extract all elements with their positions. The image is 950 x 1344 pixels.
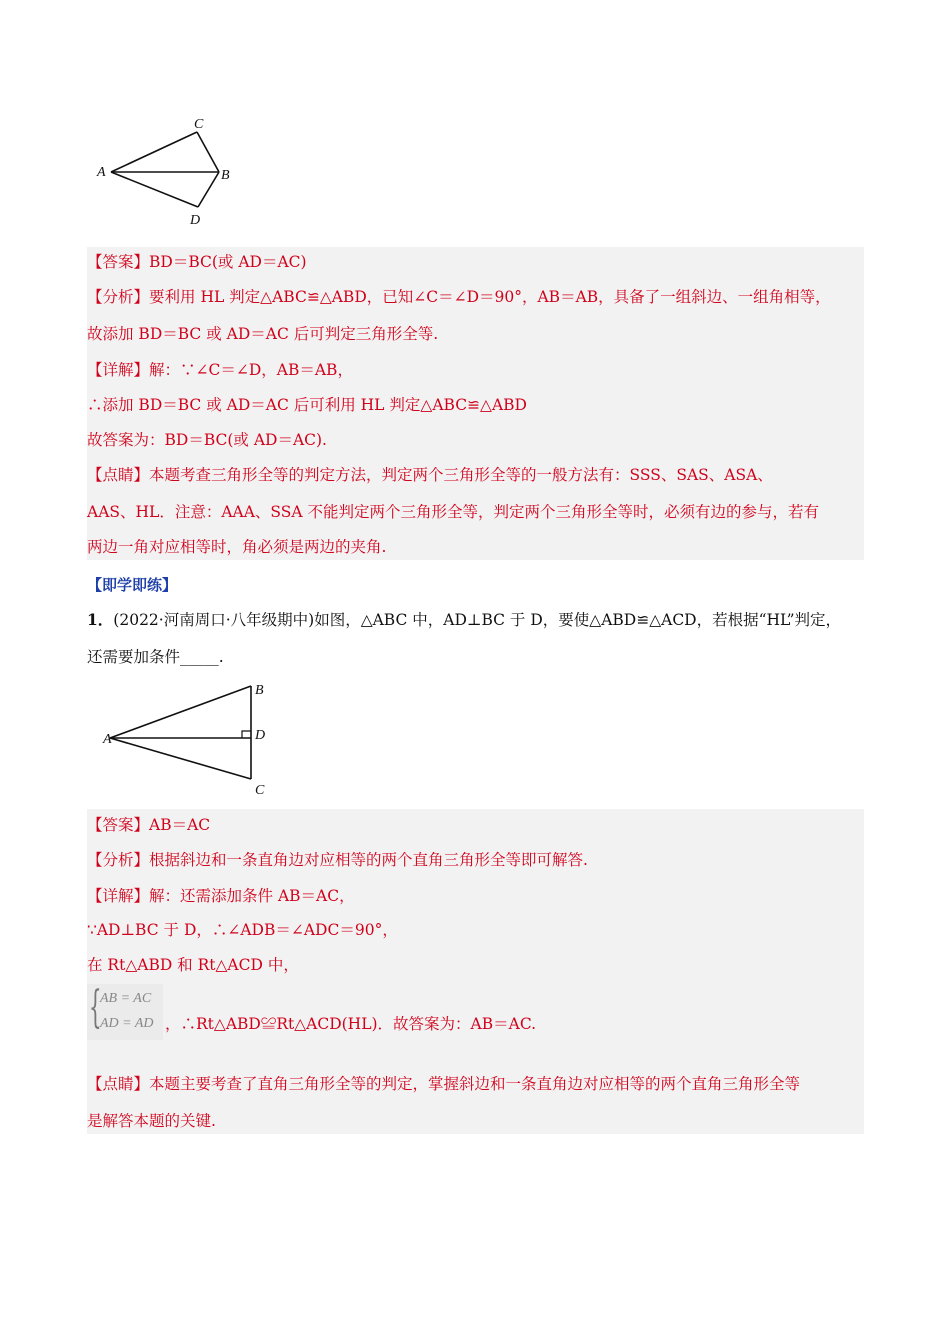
detail-line-2: ∵AD⊥BC 于 D，∴∠ADB＝∠ADC＝90°， — [87, 921, 398, 939]
question-number: 1． — [87, 610, 114, 629]
comment-row — [87, 465, 773, 485]
comment-tag: 【点睛】 — [87, 466, 150, 484]
right-angle-mark — [242, 731, 251, 738]
label-a: A — [97, 165, 106, 180]
comment-line-1: 本题考查三角形全等的判定方法，判定两个三角形全等的一般方法有：SSS、SAS、ASA、 — [149, 466, 773, 484]
label-b: B — [221, 168, 230, 183]
segment-ac — [111, 132, 197, 172]
section-heading: 【即学即练】 — [87, 576, 178, 594]
detail-line-3: 故答案为：BD＝BC(或 AD＝AC). — [87, 431, 327, 449]
comment-tag: 【点睛】 — [87, 1075, 150, 1093]
label-c: C — [255, 783, 265, 798]
comment-line-1: 本题主要考查了直角三角形全等的判定，掌握斜边和一条直角边对应相等的两个直角三角形全等 — [149, 1075, 801, 1093]
comment-line-3: 两边一角对应相等时，角必须是两边的夹角. — [87, 538, 387, 556]
question-1-line-1 — [87, 610, 841, 630]
analysis-line-2: 故添加 BD＝BC 或 AD＝AC 后可判定三角形全等. — [87, 325, 439, 343]
answer-tag: 【答案】 — [87, 816, 150, 834]
detail-line-1: 解：∵∠C＝∠D，AB＝AB， — [149, 361, 353, 379]
analysis-row — [87, 287, 831, 307]
detail-row — [87, 886, 355, 906]
detail-line-4-row — [87, 984, 687, 1044]
label-c: C — [194, 117, 204, 132]
system-eq-2: AD = AD — [100, 1016, 154, 1031]
detail-line-2: ∴添加 BD＝BC 或 AD＝AC 后可利用 HL 判定△ABC≌△ABD — [87, 396, 527, 414]
label-b: B — [255, 683, 264, 698]
answer-text: AB＝AC — [149, 816, 211, 834]
analysis-tag: 【分析】 — [87, 288, 150, 306]
label-d: D — [190, 213, 201, 228]
analysis-tag: 【分析】 — [87, 851, 150, 869]
analysis-text: 根据斜边和一条直角边对应相等的两个直角三角形全等即可解答. — [149, 851, 588, 869]
figure-kite-acbd — [95, 113, 245, 233]
figure-triangle-abc — [103, 678, 275, 800]
figure-triangle-svg — [103, 678, 275, 800]
figure-kite-svg — [95, 113, 245, 233]
solution-box-2 — [87, 809, 864, 1134]
comment-row — [87, 1074, 800, 1094]
detail-row — [87, 360, 353, 380]
answer-text: BD＝BC(或 AD＝AC) — [149, 253, 307, 271]
comment-line-2: AAS、HL．注意：AAA、SSA 不能判定两个三角形全等，判定两个三角形全等时，必须有边的参与，若有 — [87, 503, 819, 521]
label-a: A — [103, 732, 112, 747]
system-eq-1: AB = AC — [100, 991, 152, 1006]
segment-ac — [110, 738, 251, 779]
equation-system — [87, 984, 163, 1040]
detail-line-4: ，∴Rt△ABD≌Rt△ACD(HL)．故答案为：AB＝AC. — [165, 1015, 537, 1033]
detail-line-3: 在 Rt△ABD 和 Rt△ACD 中， — [87, 956, 299, 974]
segment-ab — [110, 686, 251, 738]
analysis-row — [87, 850, 588, 870]
detail-tag: 【详解】 — [87, 887, 150, 905]
answer-row — [87, 815, 210, 835]
detail-tag: 【详解】 — [87, 361, 150, 379]
solution-box-1 — [87, 247, 864, 560]
segment-cb — [197, 132, 219, 172]
analysis-line-1: 要利用 HL 判定△ABC≌△ABD，已知∠C＝∠D＝90°，AB＝AB，具备了一组斜边、一组角相等， — [149, 288, 831, 306]
segment-db — [198, 172, 219, 207]
label-d: D — [255, 728, 266, 743]
question-text-1: (2022·河南周口·八年级期中)如图，△ABC 中，AD⊥BC 于 D，要使△ABD≌△ACD，若根据“HL”判定， — [113, 611, 842, 629]
segment-ad — [111, 172, 198, 207]
detail-line-1: 解：还需添加条件 AB＝AC， — [149, 887, 355, 905]
answer-row — [87, 252, 307, 272]
question-1-line-2: 还需要加条件_____. — [87, 648, 224, 666]
answer-tag: 【答案】 — [87, 253, 150, 271]
system-brace: { — [89, 982, 102, 1033]
comment-line-2: 是解答本题的关键. — [87, 1112, 216, 1130]
